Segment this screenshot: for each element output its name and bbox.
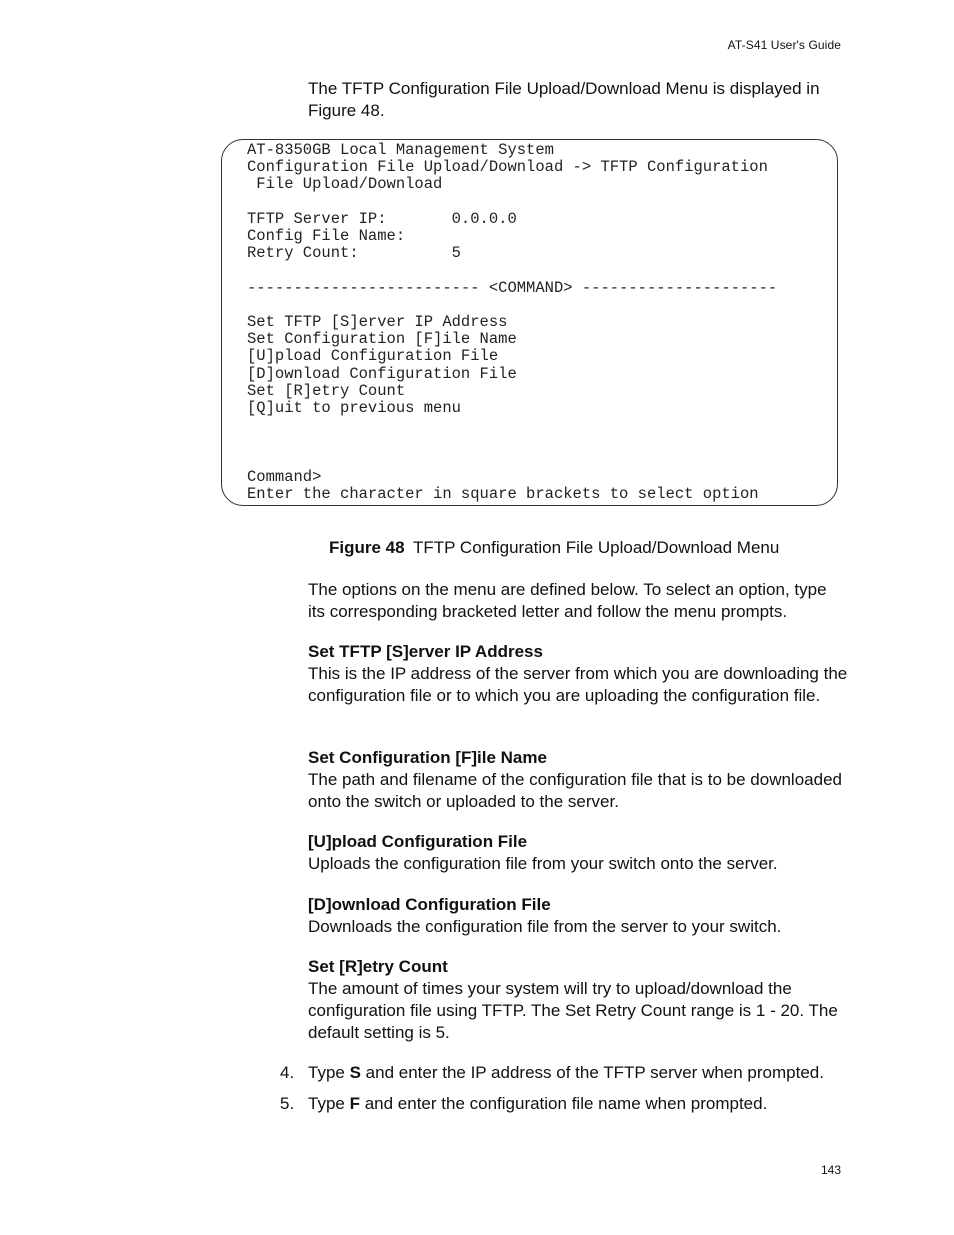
terminal-line: Enter the character in square brackets to select option [247,485,759,504]
step-text: Type [308,1063,350,1082]
step-item [280,1093,767,1115]
terminal-line: AT-8350GB Local Management System [247,141,554,159]
option-title: [U]pload Configuration File [308,832,528,851]
intro-paragraph: The TFTP Configuration File Upload/Download Menu is displayed in Figure 48. [308,79,820,120]
step-key: F [349,1094,360,1113]
running-header: AT-S41 User's Guide [727,38,841,52]
terminal-line: [Q]uit to previous menu [247,399,461,418]
terminal-line: Retry Count: 5 [247,244,461,263]
step-text: and enter the IP address of the TFTP server when prompted. [360,1063,824,1082]
options-intro: The options on the menu are defined below. To select an option, type its corresponding bracketed letter and follow the menu prompts. [308,580,827,621]
option-title: Set Configuration [F]ile Name [308,748,547,767]
figure-caption-text: TFTP Configuration File Upload/Download Menu [413,538,780,557]
option-title: Set [R]etry Count [308,957,448,976]
step-number: 5. [280,1094,295,1113]
option-title: [D]ownload Configuration File [308,895,551,914]
figure-label: Figure 48 [329,538,405,557]
option-upload [308,831,848,875]
step-item [280,1062,824,1084]
option-retry-count [308,956,848,1044]
page-number: 143 [820,1163,841,1177]
step-text: and enter the configuration file name when prompted. [359,1094,768,1113]
option-download [308,894,848,938]
step-text: Type [308,1094,350,1113]
terminal-line: File Upload/Download [247,175,443,194]
terminal-line: ------------------------- <COMMAND> --------------------- [247,278,778,297]
step-number: 4. [280,1063,295,1082]
terminal-line: Set TFTP [S]erver IP Address [247,313,508,332]
option-description: Uploads the configuration file from your switch onto the server. [308,854,778,873]
step-key: S [349,1063,361,1082]
option-server-ip [308,641,848,707]
terminal-line: Set [R]etry Count [247,381,406,400]
figure-caption [329,538,779,558]
terminal-line: Set Configuration [F]ile Name [247,330,517,349]
option-description: This is the IP address of the server from which you are downloading the configuration file or to which you are uploading the configuration file. [308,664,848,705]
option-description: Downloads the configuration file from the server to your switch. [308,917,782,936]
terminal-line: Config File Name: [247,227,406,246]
option-file-name [308,747,848,813]
option-description: The path and filename of the configuration file that is to be downloaded onto the switch or uploaded to the server. [308,770,842,811]
terminal-line: TFTP Server IP: 0.0.0.0 [247,209,517,228]
terminal-line: [U]pload Configuration File [247,347,499,366]
terminal-line: [D]ownload Configuration File [247,364,517,383]
terminal-line: Configuration File Upload/Download -> TFTP Configuration [247,158,768,177]
terminal-screen [247,142,777,503]
option-description: The amount of times your system will try to upload/download the configuration file using TFTP. The Set Retry Count range is 1 - 20. The default setting is 5. [308,979,838,1042]
terminal-line: Command> [247,467,322,486]
option-title: Set TFTP [S]erver IP Address [308,642,543,661]
